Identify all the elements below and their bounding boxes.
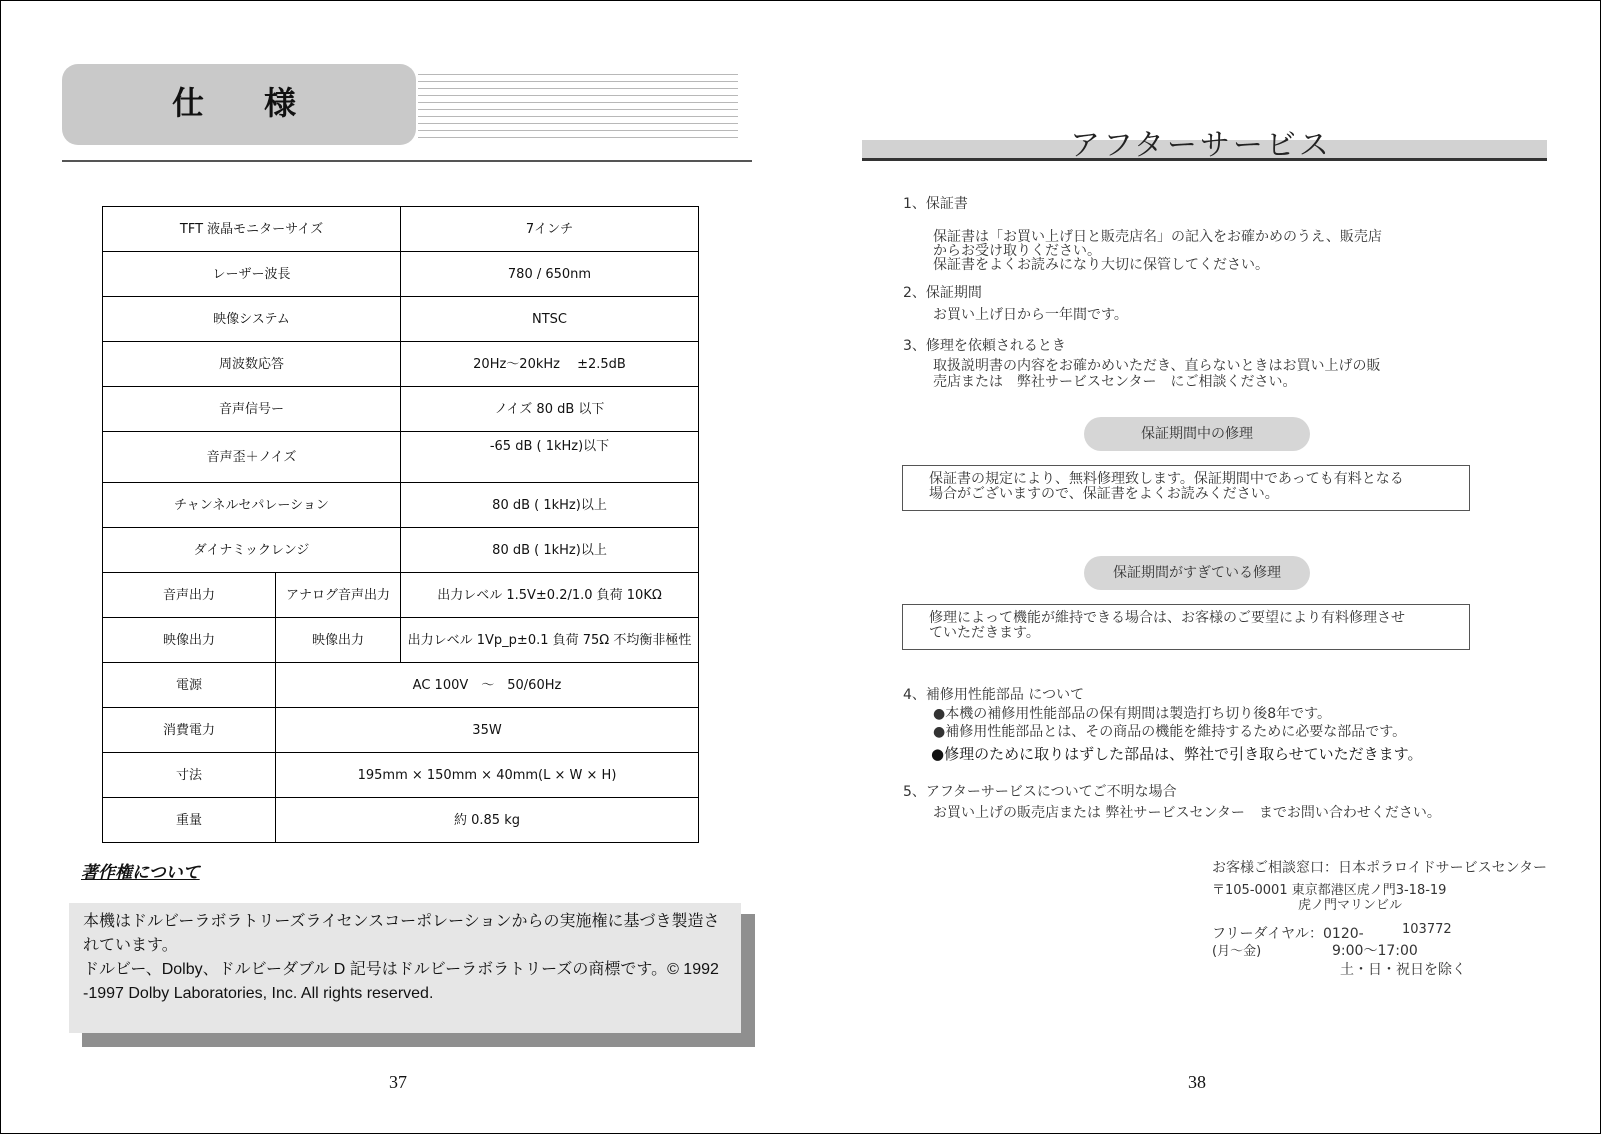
spec-value: 80 dB ( 1kHz)以上: [401, 528, 699, 573]
spec-label: ダイナミックレンジ: [103, 528, 401, 573]
body-text: ていただきます。: [929, 625, 1040, 641]
section-heading: 5、アフターサービスについてご不明な場合: [903, 784, 1177, 800]
contact-address: 虎ノ門マリンビル: [1298, 898, 1403, 913]
spec-label: チャンネルセパレーション: [103, 483, 401, 528]
spec-label: 電源: [103, 663, 276, 708]
body-text: ●本機の補修用性能部品の保有期間は製造打ち切り後8年です。: [933, 706, 1332, 722]
table-row: [103, 663, 699, 708]
table-row: [103, 297, 699, 342]
spec-label: 消費電力: [103, 708, 276, 753]
body-text: 場合がございますので、保証書をよくお読みください。: [929, 486, 1279, 502]
spec-value: 出力レベル 1Vp_p±0.1 負荷 75Ω 不均衡非極性: [401, 618, 699, 663]
contact-address: 〒105-0001 東京都港区虎ノ門3-18-19: [1212, 883, 1447, 898]
spec-value: 780 / 650nm: [401, 252, 699, 297]
body-text: ●修理のために取りはずした部品は、弊社で引き取らせていただきます。: [931, 745, 1423, 763]
spec-value: 35W: [276, 708, 699, 753]
after-service-title: アフターサービス: [1070, 128, 1332, 163]
spec-label: TFT 液晶モニターサイズ: [103, 207, 401, 252]
table-row: [103, 387, 699, 432]
title-stripes: [418, 74, 738, 146]
copyright-box: [69, 903, 741, 1033]
table-row: [103, 753, 699, 798]
spec-value: 80 dB ( 1kHz)以上: [401, 483, 699, 528]
table-row: [103, 573, 699, 618]
section-heading: 3、修理を依頼されるとき: [903, 338, 1066, 354]
spec-label: 重量: [103, 798, 276, 843]
body-text: 修理によって機能が維持できる場合は、お客様のご要望により有料修理させ: [929, 610, 1405, 626]
freedial-label: フリーダイヤル：0120-: [1212, 926, 1364, 942]
spec-label: 寸法: [103, 753, 276, 798]
page-number: 37: [389, 1072, 407, 1092]
spec-label: 映像出力: [103, 618, 276, 663]
spec-value: 20Hz～20kHz ±2.5dB: [401, 342, 699, 387]
spec-value: 出力レベル 1.5V±0.2/1.0 負荷 10KΩ: [401, 573, 699, 618]
page-number: 38: [1188, 1072, 1206, 1092]
spec-sublabel: アナログ音声出力: [276, 573, 401, 618]
body-text: 売店または 弊社サービスセンター にご相談ください。: [933, 374, 1297, 390]
business-hours: 9:00～17:00: [1332, 943, 1418, 959]
table-row: [103, 528, 699, 573]
section-heading: 1、保証書: [903, 196, 968, 212]
repair-in-warranty-box: [902, 465, 1470, 511]
spec-table: [102, 206, 699, 843]
table-row: [103, 342, 699, 387]
contact-heading: お客様ご相談窓口：日本ポラロイドサービスセンター: [1212, 860, 1548, 876]
body-text: 取扱説明書の内容をお確かめいただき、直らないときはお買い上げの販: [933, 358, 1381, 374]
spec-sublabel: 映像出力: [276, 618, 401, 663]
table-row: [103, 207, 699, 252]
body-text: 保証書の規定により、無料修理致します。保証期間中であっても有料となる: [929, 471, 1404, 487]
table-row: [103, 483, 699, 528]
spec-label: 音声信号ー: [103, 387, 401, 432]
body-text: お買い上げの販売店または 弊社サービスセンター までお問い合わせください。: [933, 805, 1441, 821]
spec-label: 音声出力: [103, 573, 276, 618]
copyright-text: ドルビー、Dolby、ドルビーダブル D 記号はドルビーラボラトリーズの商標です。© 1992 -1997 Dolby Laboratories, Inc. All rights reserved.: [83, 961, 719, 1002]
freedial-number: 103772: [1402, 922, 1452, 937]
closed-days: 土・日・祝日を除く: [1340, 962, 1466, 978]
business-days: (月～金): [1212, 944, 1262, 959]
spec-label: 周波数応答: [103, 342, 401, 387]
title-rule: [62, 160, 752, 162]
copyright-text: 本機はドルビーラボラトリーズライセンスコーポレーションからの実施権に基づき製造されています。: [83, 913, 720, 954]
section-heading: 4、補修用性能部品 について: [903, 687, 1085, 703]
body-text: ●補修用性能部品とは、その商品の機能を維持するために必要な部品です。: [933, 724, 1407, 740]
spec-label: 映像システム: [103, 297, 401, 342]
body-text: 保証書をよくお読みになり大切に保管してください。: [933, 257, 1269, 273]
spec-value: NTSC: [401, 297, 699, 342]
spec-value: 約 0.85 kg: [276, 798, 699, 843]
table-row: [103, 708, 699, 753]
body-text: からお受け取りください。: [933, 243, 1101, 259]
table-row: [103, 252, 699, 297]
spec-value: 7インチ: [401, 207, 699, 252]
spec-title: 仕 様: [172, 84, 311, 122]
copyright-heading: 著作権について: [81, 863, 200, 883]
spec-value: -65 dB ( 1kHz)以下: [401, 432, 699, 483]
body-text: お買い上げ日から一年間です。: [933, 307, 1128, 323]
repair-after-warranty-pill: 保証期間がすぎている修理: [1084, 556, 1310, 590]
table-row: [103, 798, 699, 843]
body-text: 保証書は「お買い上げ日と販売店名」の記入をお確かめのうえ、販売店: [933, 229, 1382, 245]
spec-value: 195mm × 150mm × 40mm(L × W × H): [276, 753, 699, 798]
repair-after-warranty-box: [902, 604, 1470, 650]
table-row: [103, 618, 699, 663]
spec-label: レーザー波長: [103, 252, 401, 297]
table-row: [103, 432, 699, 483]
repair-in-warranty-pill: 保証期間中の修理: [1084, 417, 1310, 451]
spec-label: 音声歪＋ノイズ: [103, 432, 401, 483]
spec-value: AC 100V ～ 50/60Hz: [276, 663, 699, 708]
section-heading: 2、保証期間: [903, 285, 982, 301]
spec-value: ノイズ 80 dB 以下: [401, 387, 699, 432]
